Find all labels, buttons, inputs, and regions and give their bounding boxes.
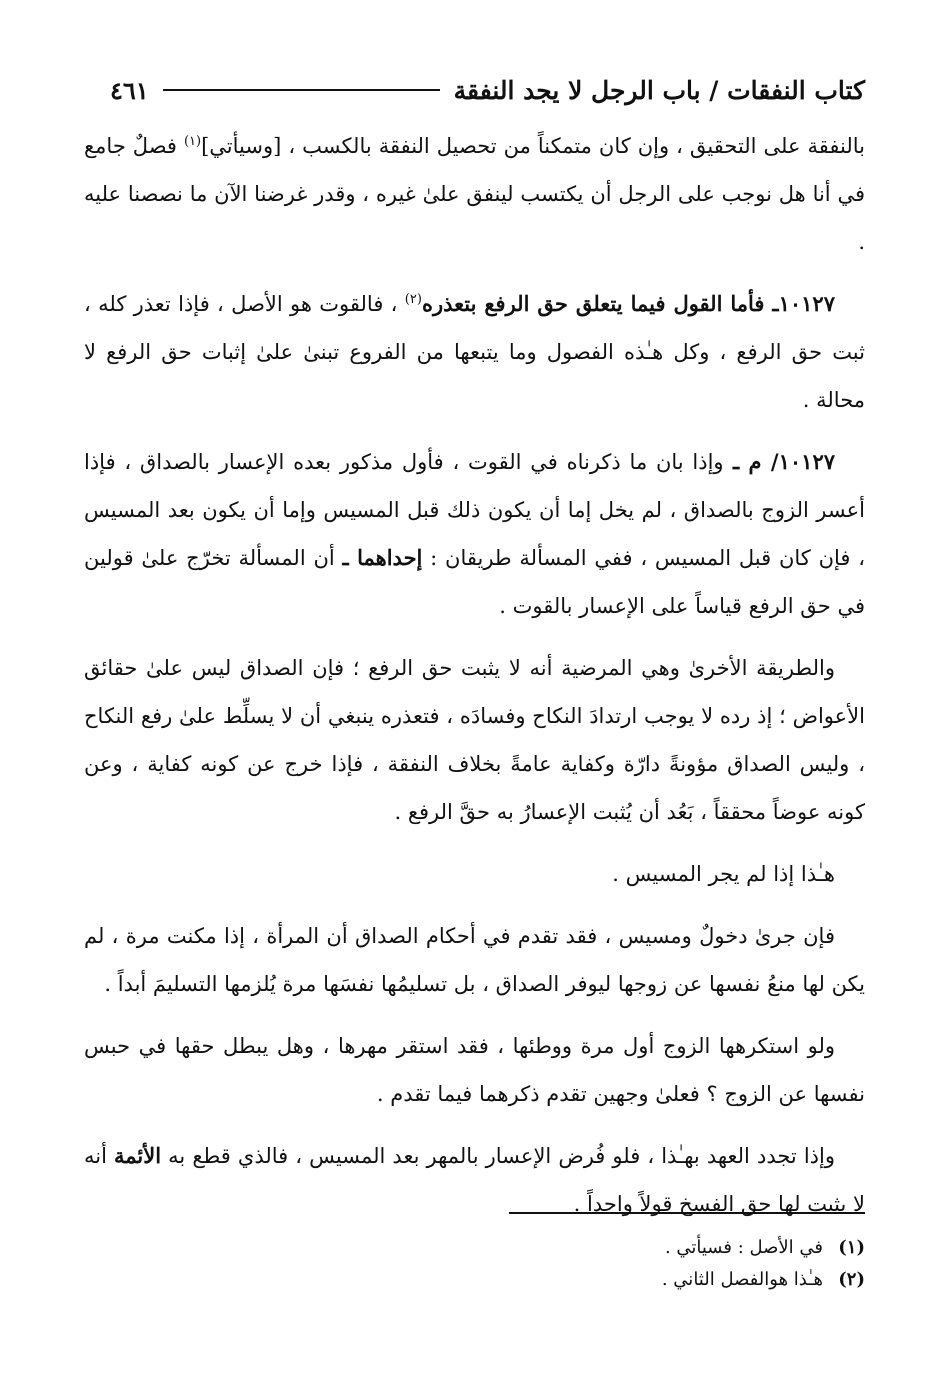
- paragraph-2-text: ، فالقوت هو الأصل ، فإذا تعذر كله ، ثبت حق الرفع ، وكل هـٰذه الفصول وما يتبعها من الفروع تبنىٰ علىٰ إثبات حق الرفع لا محالة .: [84, 292, 865, 412]
- paragraph-8-text-a: وإذا تجدد العهد بهـٰذا ، فلو فُرض الإعسار بالمهر بعد المسيس ، فالذي قطع به: [161, 1144, 835, 1168]
- paragraph-3-text-a: وإذا بان ما ذكرناه في القوت ، فأول مذكور بعده الإعسار بالصداق ، فإذا أعسر الزوج بالصداق ، لم يخل إما أن يكون ذلك قبل المسيس وإما أن يكون بعد المسيس ، فإن كان قبل المسيس ، ففي المسألة طريقان :: [84, 450, 866, 570]
- footnote-ref-2: (٢): [404, 292, 422, 307]
- paragraph-3-bold: إحداهما ـ: [342, 545, 423, 570]
- footnote-2-number: (٢): [838, 1269, 865, 1290]
- footnote-2-text: هـٰذا هوالفصل الثاني .: [661, 1269, 823, 1290]
- page-number: ٤٦١: [110, 75, 149, 105]
- paragraph-8-bold: الأئمة: [114, 1143, 162, 1168]
- running-header: [110, 70, 865, 110]
- paragraph-1: [84, 122, 865, 266]
- section-number-10127m: ١٠١٢٧/ م ـ: [723, 449, 836, 474]
- footnote-ref-1: (١): [183, 134, 202, 149]
- paragraph-4: والطريقة الأخرىٰ وهي المرضية أنه لا يثبت حق الرفع ؛ فإن الصداق ليس علىٰ حقائق الأعواض ؛ إذ رده لا يوجب ارتدادَ النكاح وفسادَه ، فتعذره ينبغي أن لا يسلِّط علىٰ رفع النكاح ، وليس الصداق مؤونةً دارّة وكفاية عامةً بخلاف النفقة ، فإذا خرج عن كونه كفاية ، وعن كونه عوضاً محققاً ، بَعُد أن يُثبت الإعسارُ به حقَّ الرفع .: [84, 656, 865, 824]
- footnote-divider: [509, 1212, 865, 1214]
- paragraph-3-text-b: أن المسألة تخرّج علىٰ قولين في حق الرفع قياساً على الإعسار بالقوت .: [84, 546, 865, 618]
- paragraph-3: [84, 438, 865, 630]
- paragraph-2-heading: فأما القول فيما يتعلق حق الرفع بتعذره: [421, 291, 765, 316]
- footnote-2: [84, 1264, 865, 1296]
- footnote-1-text: في الأصل : فسيأتي .: [664, 1237, 823, 1258]
- paragraph-7: ولو استكرهها الزوج أول مرة ووطئها ، فقد استقر مهرها ، وهل يبطل حقها في حبس نفسها عن الزوج ؟ فعلىٰ وجهين تقدم ذكرهما فيما تقدم .: [84, 1034, 865, 1106]
- paragraph-1-text-b: فصلٌ جامع في أنا هل نوجب على الرجل أن يكتسب لينفق علىٰ غيره ، وقدر غرضنا الآن ما نصصنا عليه .: [84, 134, 865, 254]
- paragraph-1-text-a: بالنفقة على التحقيق ، وإن كان متمكناً من تحصيل النفقة بالكسب ، [وسيأتي]: [201, 134, 865, 158]
- header-title: كتاب النفقات / باب الرجل لا يجد النفقة: [453, 75, 865, 105]
- paragraph-6: فإن جرىٰ دخولٌ ومسيس ، فقد تقدم في أحكام الصداق أن المرأة ، إذا مكنت مرة ، لم يكن لها منعُ نفسها عن زوجها ليوفر الصداق ، بل تسليمُها نفسَها مرة يُلزمها التسليمَ أبداً .: [84, 924, 865, 996]
- paragraph-5: هـٰذا إذا لم يجر المسيس .: [612, 862, 835, 886]
- footnote-1-number: (١): [838, 1237, 865, 1258]
- header-rule: [163, 89, 440, 91]
- paragraph-8-text-b: أنه لا يثبت لها حق الفسخ قولاً واحداً .: [84, 1144, 865, 1216]
- paragraph-2: [84, 280, 865, 424]
- footnotes: [84, 1232, 865, 1296]
- footnote-1: [84, 1232, 865, 1264]
- main-text: [84, 122, 865, 1242]
- section-number-10127: ١٠١٢٧ـ: [764, 291, 835, 316]
